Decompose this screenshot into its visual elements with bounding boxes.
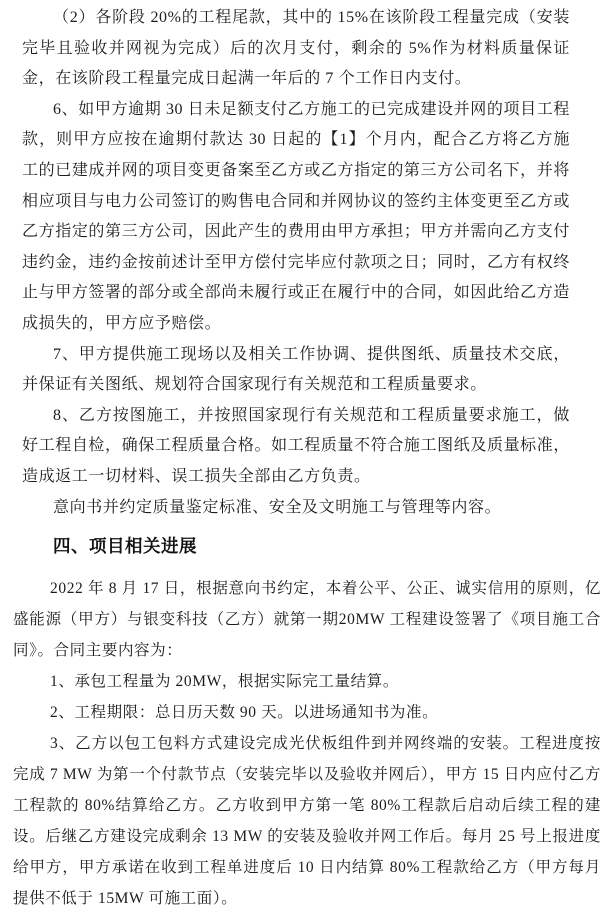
paragraph-stage-tail-payment: （2）各阶段 20%的工程尾款，其中的 15%在该阶段工程量完成（安装完毕且验收并网视为完成）后的次月支付，剩余的 5%作为材料质量保证金，在该阶段工程量完成日起满一年后的 7 个工作日内支付。 (22, 9, 570, 88)
paragraph-clause-7-site-coordination: 7、甲方提供施工现场以及相关工作协调、提供图纸、质量技术交底，并保证有关图纸、规划符合国家现行有关规范和工程质量要求。 (22, 345, 570, 394)
paragraph-contract-signing: 2022 年 8 月 17 日，根据意向书约定，本着公平、公正、诚实信用的原则，亿盛能源（甲方）与银变科技（乙方）就第一期20MW 工程建设签署了《项目施工合同》。合同主要内容为： (13, 580, 601, 660)
project-progress-section (13, 573, 601, 914)
section-heading-project-progress: 四、项目相关进展 (53, 536, 197, 557)
paragraph-item-1-contract-volume: 1、承包工程量为 20MW，根据实际完工量结算。 (50, 673, 399, 691)
paragraph-item-2-project-duration: 2、工程期限：总日历天数 90 天。以进场通知书为准。 (50, 704, 439, 722)
paragraph-clause-8-construction-quality: 8、乙方按图施工，并按照国家现行有关规范和工程质量要求施工，做好工程自检，确保工程质量合格。如工程质量不符合施工图纸及质量标准，造成返工一切材料、误工损失全部由乙方负责。 (22, 406, 570, 485)
payment-terms-section (22, 3, 570, 523)
paragraph-intent-letter-note: 意向书并约定质量鉴定标准、安全及文明施工与管理等内容。 (53, 498, 502, 516)
paragraph-item-3-construction-payment-schedule: 3、乙方以包工包料方式建设完成光伏板组件到并网终端的安装。工程进度按完成 7 MW 为第一个付款节点（安装完毕以及验收并网后），甲方 15 日内应付乙方工程款的 80%结算给乙方。乙方收到甲方第一笔 80%工程款后启动后续工程的建设。后继乙方建设完成剩余 13 MW 的安装及验收并网工作后。每月 25 号上报进度给甲方，甲方承诺在收到工程单进度后 10 日内结算 80%工程款给乙方（甲方每月提供不低于 15MW 可施工面）。 (13, 735, 601, 908)
paragraph-clause-6-overdue-payment: 6、如甲方逾期 30 日未足额支付乙方施工的已完成建设并网的项目工程款，则甲方应按在逾期付款达 30 日起的【1】个月内，配合乙方将乙方施工的已建成并网的项目变更备案至乙方或乙方指定的第三方公司名下，并将相应项目与电力公司签订的购售电合同和并网协议的签约主体变更至乙方或乙方指定的第三方公司，因此产生的费用由甲方承担；甲方并需向乙方支付违约金，违约金按前述计至甲方偿付完毕应付款项之日；同时，乙方有权终止与甲方签署的部分或全部尚未履行或正在履行中的合同，如因此给乙方造成损失的，甲方应予赔偿。 (22, 100, 570, 332)
